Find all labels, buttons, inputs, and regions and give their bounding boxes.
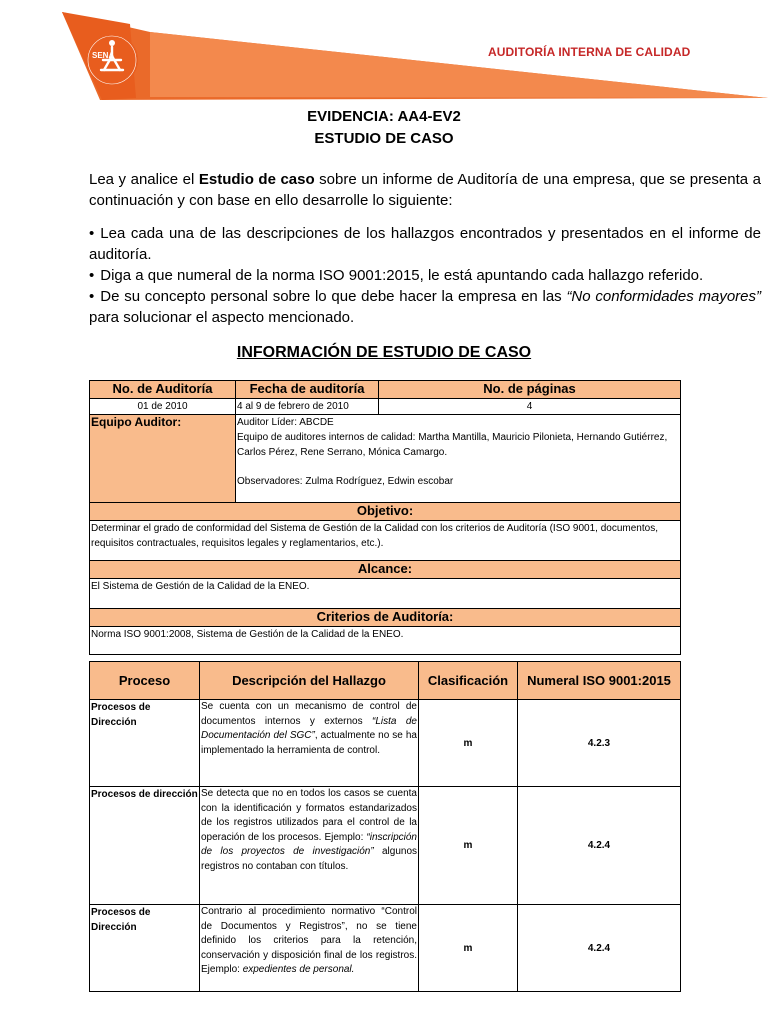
table-row — [90, 905, 681, 992]
brand-label: SENA — [92, 51, 115, 60]
table-row — [90, 700, 681, 787]
list-item: • De su concepto personal sobre lo que debe hacer la empresa en las “No conformidades mayores” para solucionar el aspecto mencionado. — [89, 288, 762, 326]
numeral-cell: 4.2.3 — [518, 700, 681, 787]
header-proceso: Proceso — [90, 662, 200, 700]
intro-paragraph: Lea y analice el Estudio de caso sobre un informe de Auditoría de una empresa, que se presenta a continuación y con base en ello desarrolle lo siguiente: — [89, 171, 761, 209]
objetivo-text: Determinar el grado de conformidad del Sistema de Gestión de la Calidad con los criterios de Auditoría (ISO 9001, documentos, requisitos contractuales, requisitos legales y reglamentarios, etc.). — [90, 521, 681, 561]
list-item: • Diga a que numeral de la norma ISO 9001:2015, le está apuntando cada hallazgo referido. — [89, 267, 704, 284]
equipo-auditor-value — [236, 415, 681, 503]
header-clasificacion: Clasificación — [419, 662, 518, 700]
findings-table — [89, 661, 681, 992]
criterios-label: Criterios de Auditoría: — [90, 609, 681, 627]
proceso-cell: Procesos de Dirección — [90, 700, 200, 787]
intro-bold: Estudio de caso — [198, 171, 315, 188]
bullet-icon: • — [89, 225, 95, 242]
value-fecha: 4 al 9 de febrero de 2010 — [236, 399, 379, 415]
clasificacion-cell: m — [419, 700, 518, 787]
value-no-auditoria: 01 de 2010 — [90, 399, 236, 415]
equipo-internos: Equipo de auditores internos de calidad: Martha Mantilla, Mauricio Pilonieta, Hernando Gutiérrez, Carlos Pérez, Rene Serrano, Mónica Camargo. — [237, 432, 668, 458]
header-descripcion: Descripción del Hallazgo — [200, 662, 419, 700]
descripcion-cell: Contrario al procedimiento normativo “Control de Documentos y Registros”, no se tiene definido los criterios para la retención, conservación y disposición final de los registros. Ejemplo: expedientes de personal. — [200, 905, 419, 992]
descripcion-cell: Se detecta que no en todos los casos se cuenta con la identificación y formatos estandarizados de los registros utilizados para el control de la operación de los procesos. Ejemplo: “inscripción de los proyectos de investigación” algunos registros no contaban con títulos. — [200, 787, 419, 905]
bullet-icon: • — [89, 267, 95, 284]
document-subtitle: ESTUDIO DE CASO — [314, 130, 454, 147]
evidence-title: EVIDENCIA: AA4-EV2 — [307, 108, 461, 125]
header-numeral: Numeral ISO 9001:2015 — [518, 662, 681, 700]
value-paginas: 4 — [379, 399, 681, 415]
numeral-cell: 4.2.4 — [518, 787, 681, 905]
header-fecha: Fecha de auditoría — [236, 381, 379, 399]
equipo-auditor-label: Equipo Auditor: — [90, 415, 236, 503]
objetivo-label: Objetivo: — [90, 503, 681, 521]
instruction-list — [89, 223, 761, 328]
alcance-text: El Sistema de Gestión de la Calidad de la ENEO. — [90, 579, 681, 609]
auditor-lider: Auditor Líder: ABCDE — [237, 417, 334, 428]
bullet-icon: • — [89, 288, 95, 305]
header-no-auditoria: No. de Auditoría — [90, 381, 236, 399]
criterios-text: Norma ISO 9001:2008, Sistema de Gestión de la Calidad de la ENEO. — [90, 627, 681, 655]
page-header — [0, 0, 768, 110]
list-item: • Lea cada una de las descripciones de los hallazgos encontrados y presentados en el informe de auditoría. — [89, 225, 761, 263]
audit-info-table — [89, 380, 681, 655]
descripcion-cell: Se cuenta con un mecanismo de control de documentos internos y externos “Lista de Documentación del SGC”, actualmente no se ha implementado la herramienta de control. — [200, 700, 419, 787]
alcance-label: Alcance: — [90, 561, 681, 579]
proceso-cell: Procesos de dirección — [90, 787, 200, 905]
header-paginas: No. de páginas — [379, 381, 681, 399]
table-row — [90, 787, 681, 905]
observadores: Observadores: Zulma Rodríguez, Edwin escobar — [237, 476, 454, 487]
clasificacion-cell: m — [419, 905, 518, 992]
proceso-cell: Procesos de Dirección — [90, 905, 200, 992]
header-title: AUDITORÍA INTERNA DE CALIDAD — [488, 45, 691, 59]
numeral-cell: 4.2.4 — [518, 905, 681, 992]
clasificacion-cell: m — [419, 787, 518, 905]
section-title: INFORMACIÓN DE ESTUDIO DE CASO — [236, 344, 532, 361]
